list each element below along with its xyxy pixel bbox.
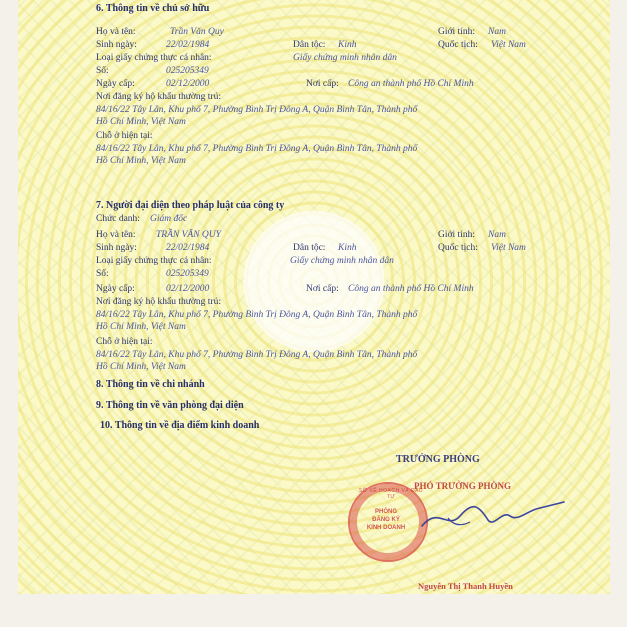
rep-id-no-value: 025205349: [166, 269, 209, 279]
stamp-center-line1: PHÒNG: [374, 509, 397, 515]
certificate-page: [18, 0, 610, 612]
owner-gender-label: Giới tính:: [438, 27, 475, 37]
signature-title: TRƯỞNG PHÒNG: [396, 454, 480, 465]
owner-issue-date-value: 02/12/2000: [166, 79, 210, 89]
rep-gender-value: Nam: [488, 230, 506, 240]
rep-name-label: Họ và tên:: [96, 230, 136, 240]
owner-id-no-value: 025205349: [166, 66, 209, 76]
rep-residence-line2: Hồ Chí Minh, Việt Nam: [96, 322, 186, 332]
rep-current-line1: 84/16/22 Tây Lân, Khu phố 7, Phường Bình Trị Đông A, Quận Bình Tân, Thành phố: [96, 350, 418, 360]
signature-mark: [418, 496, 568, 536]
owner-id-type-value: Giấy chứng minh nhân dân: [293, 53, 397, 63]
rep-residence-line1: 84/16/22 Tây Lân, Khu phố 7, Phường Bình Trị Đông A, Quận Bình Tân, Thành phố: [96, 310, 418, 320]
owner-current-line1: 84/16/22 Tây Lân, Khu phố 7, Phường Bình Trị Đông A, Quận Bình Tân, Thành phố: [96, 144, 418, 154]
owner-section-heading: 6. Thông tin về chủ sở hữu: [96, 3, 210, 14]
rep-residence-label: Nơi đăng ký hộ khẩu thường trú:: [96, 297, 221, 307]
owner-current-label: Chỗ ở hiện tại:: [96, 131, 153, 141]
rep-dob-label: Sinh ngày:: [96, 243, 137, 253]
location-section-heading: 10. Thông tin về địa điểm kinh doanh: [100, 420, 260, 431]
owner-issue-date-label: Ngày cấp:: [96, 79, 135, 89]
owner-id-type-label: Loại giấy chứng thực cá nhân:: [96, 53, 212, 63]
office-section-heading: 9. Thông tin về văn phòng đại diện: [96, 400, 244, 411]
owner-nationality-value: Việt Nam: [491, 40, 526, 50]
owner-issue-place-label: Nơi cấp:: [306, 79, 339, 89]
stamp-ring-text: SỞ KẾ HOẠCH VÀ ĐẦU TƯ: [358, 488, 424, 500]
owner-dob-label: Sinh ngày:: [96, 40, 137, 50]
rep-nationality-label: Quốc tịch:: [438, 243, 478, 253]
owner-dob-value: 22/02/1984: [166, 40, 210, 50]
signature-deputy-title: PHÓ TRƯỞNG PHÒNG: [414, 481, 512, 491]
rep-section-heading: 7. Người đại diện theo pháp luật của công ty: [96, 200, 285, 211]
official-stamp: [348, 482, 428, 562]
rep-issue-place-label: Nơi cấp:: [306, 284, 339, 294]
owner-issue-place-value: Công an thành phố Hồ Chí Minh: [348, 79, 474, 89]
rep-issue-date-label: Ngày cấp:: [96, 284, 135, 294]
rep-name-value: TRẦN VĂN QUY: [156, 230, 221, 240]
owner-name-value: Trần Văn Quy: [170, 27, 224, 37]
owner-residence-label: Nơi đăng ký hộ khẩu thường trú:: [96, 92, 221, 102]
owner-residence-line1: 84/16/22 Tây Lân, Khu phố 7, Phường Bình Trị Đông A, Quận Bình Tân, Thành phố: [96, 105, 418, 115]
rep-gender-label: Giới tính:: [438, 230, 475, 240]
rep-id-type-label: Loại giấy chứng thực cá nhân:: [96, 256, 212, 266]
rep-id-no-label: Số:: [96, 269, 109, 279]
rep-ethnicity-label: Dân tộc:: [293, 243, 326, 253]
rep-title-label: Chức danh:: [96, 214, 140, 224]
owner-current-line2: Hồ Chí Minh, Việt Nam: [96, 156, 186, 166]
owner-gender-value: Nam: [488, 27, 506, 37]
stamp-center-line2: ĐĂNG KÝ: [372, 517, 400, 523]
rep-issue-date-value: 02/12/2000: [166, 284, 210, 294]
rep-ethnicity-value: Kinh: [338, 243, 357, 253]
signer-name: Nguyễn Thị Thanh Huyền: [418, 581, 513, 591]
owner-name-label: Họ và tên:: [96, 27, 136, 37]
owner-ethnicity-value: Kinh: [338, 40, 357, 50]
stamp-center-line3: KINH DOANH: [366, 525, 406, 531]
owner-nationality-label: Quốc tịch:: [438, 40, 478, 50]
owner-id-no-label: Số:: [96, 66, 109, 76]
rep-dob-value: 22/02/1984: [166, 243, 210, 253]
branch-section-heading: 8. Thông tin về chi nhánh: [96, 379, 205, 390]
rep-id-type-value: Giấy chứng minh nhân dân: [290, 256, 394, 266]
rep-nationality-value: Việt Nam: [491, 243, 526, 253]
rep-current-label: Chỗ ở hiện tại:: [96, 337, 153, 347]
owner-ethnicity-label: Dân tộc:: [293, 40, 326, 50]
rep-issue-place-value: Công an thành phố Hồ Chí Minh: [348, 284, 474, 294]
rep-current-line2: Hồ Chí Minh, Việt Nam: [96, 362, 186, 372]
owner-residence-line2: Hồ Chí Minh, Việt Nam: [96, 117, 186, 127]
rep-title-value: Giám đốc: [150, 214, 188, 224]
